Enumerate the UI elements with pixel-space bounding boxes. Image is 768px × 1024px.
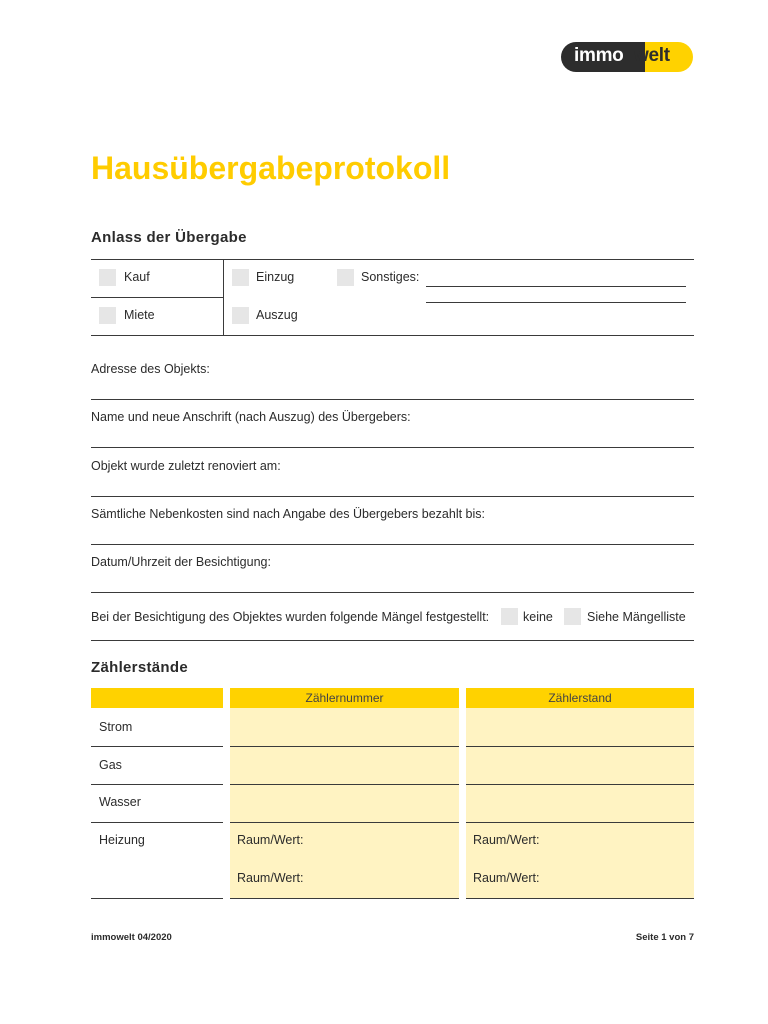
divider	[91, 822, 223, 823]
field-label-besichtigung: Datum/Uhrzeit der Besichtigung:	[91, 555, 271, 569]
divider	[91, 784, 223, 785]
section-heading-zaehler: Zählerstände	[91, 659, 188, 676]
logo-text-welt: welt	[634, 45, 670, 66]
divider	[91, 898, 223, 899]
row-label-gas: Gas	[99, 758, 122, 772]
checkbox-maengelliste[interactable]	[564, 608, 581, 625]
raum-wert-label: Raum/Wert:	[473, 833, 540, 847]
label-einzug: Einzug	[256, 270, 295, 284]
label-keine: keine	[523, 610, 553, 624]
field-input-renoviert[interactable]	[91, 496, 694, 497]
cell-gas-nummer[interactable]	[230, 747, 459, 784]
divider	[91, 335, 694, 336]
checkbox-sonstiges[interactable]	[337, 269, 354, 286]
field-input-adresse[interactable]	[91, 399, 694, 400]
table-header-zaehlerstand: Zählerstand	[466, 688, 694, 708]
checkbox-miete[interactable]	[99, 307, 116, 324]
divider	[91, 640, 694, 641]
sonstiges-input-line-1[interactable]	[426, 286, 686, 287]
checkbox-keine[interactable]	[501, 608, 518, 625]
divider	[91, 746, 223, 747]
cell-gas-stand[interactable]	[466, 747, 694, 784]
footer-version: immowelt 04/2020	[91, 932, 172, 943]
field-label-uebergeber: Name und neue Anschrift (nach Auszug) des Übergebers:	[91, 410, 411, 424]
field-input-uebergeber[interactable]	[91, 447, 694, 448]
sonstiges-input-line-2[interactable]	[426, 302, 686, 303]
raum-wert-label: Raum/Wert:	[237, 833, 304, 847]
maengel-label: Bei der Besichtigung des Objektes wurden folgende Mängel festgestellt:	[91, 610, 490, 624]
cell-strom-stand[interactable]	[466, 708, 694, 746]
field-label-adresse: Adresse des Objekts:	[91, 362, 210, 376]
divider	[91, 297, 223, 298]
table-header-zaehlernummer: Zählernummer	[230, 688, 459, 708]
logo-text-immo: immo	[574, 45, 624, 66]
field-input-besichtigung[interactable]	[91, 592, 694, 593]
checkbox-auszug[interactable]	[232, 307, 249, 324]
field-input-nebenkosten[interactable]	[91, 544, 694, 545]
raum-wert-label: Raum/Wert:	[473, 871, 540, 885]
section-heading-anlass: Anlass der Übergabe	[91, 229, 247, 246]
field-label-nebenkosten: Sämtliche Nebenkosten sind nach Angabe des Übergebers bezahlt bis:	[91, 507, 486, 521]
divider	[91, 259, 694, 260]
label-maengelliste: Siehe Mängelliste	[587, 610, 686, 624]
footer-page-number: Seite 1 von 7	[635, 932, 694, 943]
cell-wasser-stand[interactable]	[466, 785, 694, 822]
raum-wert-label: Raum/Wert:	[237, 871, 304, 885]
divider	[230, 898, 459, 899]
divider	[466, 898, 694, 899]
cell-wasser-nummer[interactable]	[230, 785, 459, 822]
field-label-renoviert: Objekt wurde zuletzt renoviert am:	[91, 459, 281, 473]
immowelt-logo	[561, 42, 693, 72]
checkbox-einzug[interactable]	[232, 269, 249, 286]
label-auszug: Auszug	[256, 308, 298, 322]
label-kauf: Kauf	[124, 270, 150, 284]
row-label-wasser: Wasser	[99, 795, 141, 809]
checkbox-kauf[interactable]	[99, 269, 116, 286]
label-miete: Miete	[124, 308, 155, 322]
table-header-blank	[91, 688, 223, 708]
cell-strom-nummer[interactable]	[230, 708, 459, 746]
divider	[223, 259, 224, 335]
page-title: Hausübergabeprotokoll	[91, 150, 451, 186]
row-label-strom: Strom	[99, 720, 133, 734]
row-label-heizung: Heizung	[99, 833, 145, 847]
label-sonstiges: Sonstiges:	[361, 270, 420, 284]
